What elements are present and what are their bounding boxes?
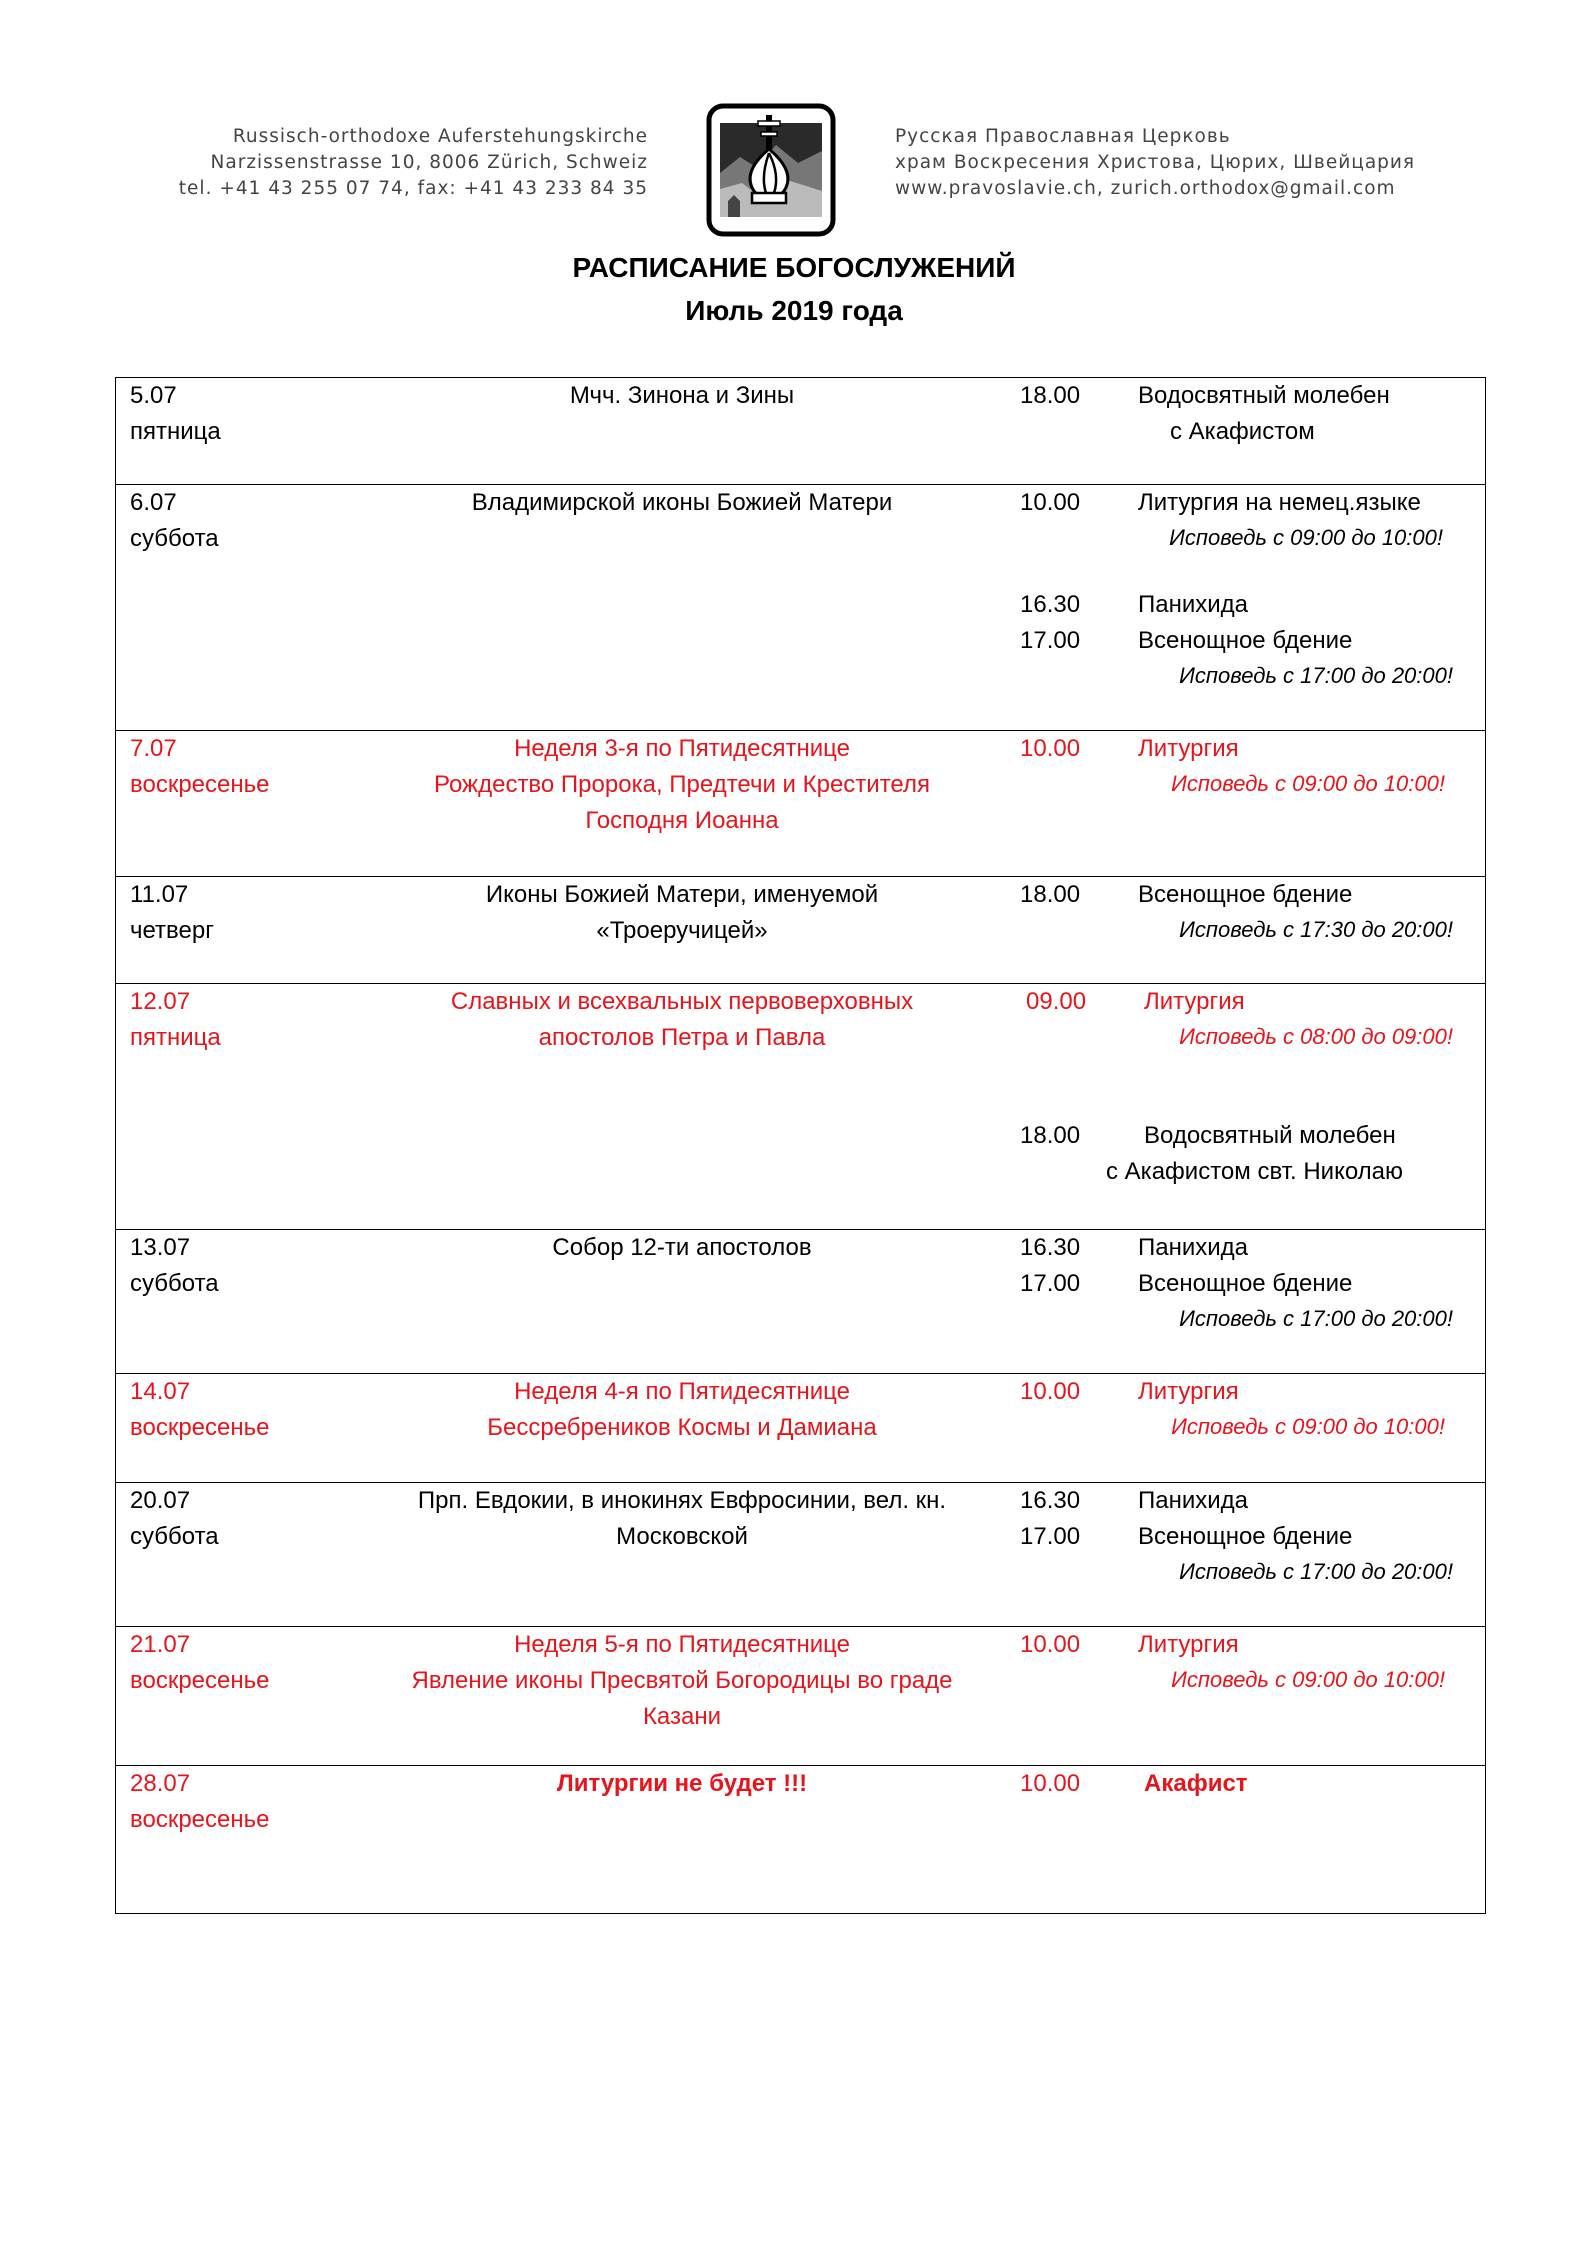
page-title: РАСПИСАНИЕ БОГОСЛУЖЕНИЙ — [572, 252, 1016, 283]
services-cell — [1012, 731, 1486, 877]
date-cell — [116, 1374, 353, 1483]
service-entry — [1020, 731, 1485, 767]
feast-cell — [352, 1374, 1012, 1483]
confession-note: Исповедь с 17:00 до 20:00! — [1179, 663, 1453, 688]
service-entry — [1020, 1118, 1485, 1154]
date-cell — [116, 877, 353, 984]
confession-note: Исповедь с 08:00 до 09:00! — [1179, 1024, 1453, 1049]
confession-note: Исповедь с 17:00 до 20:00! — [1179, 1559, 1453, 1584]
service-name: Водосвятный молебен — [1144, 1122, 1396, 1149]
confession-note: Исповедь с 09:00 до 10:00! — [1171, 771, 1445, 796]
schedule-table — [115, 377, 1486, 1914]
feast-line: Литургии не будет !!! — [556, 1770, 808, 1797]
weekday: суббота — [130, 1270, 219, 1297]
weekday: воскресенье — [130, 1667, 270, 1694]
date-cell — [116, 1230, 353, 1374]
feast-cell — [352, 984, 1012, 1230]
service-entry — [1020, 485, 1485, 521]
feast-line: апостолов Петра и Павла — [538, 1024, 826, 1051]
date-cell — [116, 731, 353, 877]
service-entry — [1020, 1519, 1485, 1555]
weekday: суббота — [130, 525, 219, 552]
feast-cell — [352, 485, 1012, 731]
service-time: 18.00 — [1020, 1122, 1081, 1149]
date-cell — [116, 984, 353, 1230]
service-entry-cont — [1020, 414, 1485, 450]
services-cell — [1012, 1766, 1486, 1914]
services-cell — [1012, 1230, 1486, 1374]
table-row — [116, 1627, 1486, 1766]
weekday: воскресенье — [130, 1414, 270, 1441]
feast-line: Бессребреников Космы и Дамиана — [487, 1414, 877, 1441]
services-cell — [1012, 1483, 1486, 1627]
confession-note: Исповедь с 09:00 до 10:00! — [1171, 1414, 1445, 1439]
weekday: суббота — [130, 1523, 219, 1550]
service-name: Литургия на немец.языке — [1138, 489, 1421, 516]
service-entry — [1020, 1627, 1485, 1663]
confession-note: Исповедь с 09:00 до 10:00! — [1171, 1667, 1445, 1692]
church-dome-cross-icon — [706, 103, 836, 237]
service-entry — [1020, 587, 1485, 623]
header-right-address — [895, 124, 1455, 202]
service-time: 16.30 — [1020, 1487, 1081, 1514]
feast-line: Неделя 5-я по Пятидесятнице — [514, 1631, 850, 1658]
table-row — [116, 877, 1486, 984]
table-row — [116, 378, 1486, 485]
service-time: 18.00 — [1020, 382, 1081, 409]
feast-line: Собор 12-ти апостолов — [552, 1234, 812, 1261]
date: 11.07 — [130, 881, 189, 908]
feast-cell — [352, 1766, 1012, 1914]
service-name: Литургия — [1144, 988, 1245, 1015]
service-time: 16.30 — [1020, 591, 1081, 618]
date: 21.07 — [130, 1631, 191, 1658]
date: 20.07 — [130, 1487, 191, 1514]
header-right-line: храм Воскресения Христова, Цюрих, Швейцария — [895, 152, 1416, 173]
confession-note: Исповедь с 09:00 до 10:00! — [1169, 525, 1443, 550]
date: 5.07 — [130, 382, 177, 409]
weekday: пятница — [130, 418, 221, 445]
service-name: Всенощное бдение — [1138, 1270, 1353, 1297]
feast-line: Неделя 3-я по Пятидесятнице — [514, 735, 850, 762]
service-name: Всенощное бдение — [1138, 1523, 1353, 1550]
services-cell — [1012, 877, 1486, 984]
weekday: четверг — [130, 917, 214, 944]
service-name: Панихида — [1138, 591, 1249, 618]
service-name: Литургия — [1138, 735, 1239, 762]
service-time: 09.00 — [1026, 988, 1087, 1015]
date: 13.07 — [130, 1234, 191, 1261]
service-name: Акафист — [1144, 1770, 1248, 1797]
header-right-line: Русская Православная Церковь — [895, 126, 1231, 147]
header-left-line: Russisch-orthodoxe Auferstehungskirche — [232, 126, 648, 147]
services-cell — [1012, 984, 1486, 1230]
service-time: 10.00 — [1020, 735, 1081, 762]
feast-cell — [352, 1627, 1012, 1766]
service-name-cont: с Акафистом свт. Николаю — [1106, 1158, 1404, 1185]
feast-cell — [352, 1230, 1012, 1374]
feast-line: Рождество Пророка, Предтечи и Крестителя — [434, 771, 930, 798]
table-row — [116, 731, 1486, 877]
service-entry — [1020, 984, 1485, 1020]
feast-line: «Троеручицей» — [596, 917, 768, 944]
feast-line: Мчч. Зинона и Зины — [569, 382, 795, 409]
weekday: воскресенье — [130, 1806, 270, 1833]
services-cell — [1012, 1374, 1486, 1483]
service-entry — [1020, 1483, 1485, 1519]
feast-cell — [352, 731, 1012, 877]
service-time: 18.00 — [1020, 881, 1081, 908]
service-time: 10.00 — [1020, 1378, 1081, 1405]
feast-cell — [352, 1483, 1012, 1627]
confession-note: Исповедь с 17:00 до 20:00! — [1179, 1306, 1453, 1331]
feast-line: Владимирской иконы Божией Матери — [471, 489, 893, 516]
services-cell — [1012, 378, 1486, 485]
service-entry — [1020, 1766, 1485, 1802]
feast-line: Прп. Евдокии, в инокинях Евфросинии, вел. кн. — [417, 1487, 947, 1514]
date-cell — [116, 1627, 353, 1766]
header-left-line: Narzissenstrasse 10, 8006 Zürich, Schweiz — [210, 152, 648, 173]
service-entry — [1020, 1230, 1485, 1266]
service-time: 10.00 — [1020, 1631, 1081, 1658]
date: 14.07 — [130, 1378, 191, 1405]
feast-line: Московской — [616, 1523, 748, 1550]
date: 12.07 — [130, 988, 191, 1015]
service-name: Панихида — [1138, 1234, 1249, 1261]
services-cell — [1012, 485, 1486, 731]
service-time: 17.00 — [1020, 1523, 1081, 1550]
weekday: воскресенье — [130, 771, 270, 798]
service-name: Литургия — [1138, 1378, 1239, 1405]
date: 28.07 — [130, 1770, 191, 1797]
header-left-line: tel. +41 43 255 07 74, fax: +41 43 233 84 35 — [178, 178, 648, 199]
service-entry — [1020, 1374, 1485, 1410]
date: 7.07 — [130, 735, 177, 762]
feast-line: Господня Иоанна — [585, 807, 779, 834]
service-name-cont: с Акафистом — [1170, 418, 1315, 445]
table-row — [116, 984, 1486, 1230]
service-name: Панихида — [1138, 1487, 1249, 1514]
service-name: Всенощное бдение — [1138, 627, 1353, 654]
service-name: Всенощное бдение — [1138, 881, 1353, 908]
service-name: Литургия — [1138, 1631, 1239, 1658]
confession-note: Исповедь с 17:30 до 20:00! — [1179, 917, 1453, 942]
table-row — [116, 1374, 1486, 1483]
page-subtitle: Июль 2019 года — [685, 295, 903, 326]
service-time: 10.00 — [1020, 489, 1081, 516]
feast-line: Иконы Божией Матери, именуемой — [485, 881, 879, 908]
feast-cell — [352, 877, 1012, 984]
feast-line: Неделя 4-я по Пятидесятнице — [514, 1378, 850, 1405]
service-entry — [1020, 1266, 1485, 1302]
service-time: 17.00 — [1020, 1270, 1081, 1297]
feast-line: Славных и всехвальных первоверховных — [450, 988, 914, 1015]
service-entry — [1020, 877, 1485, 913]
date-cell — [116, 378, 353, 485]
table-row — [116, 485, 1486, 731]
date: 6.07 — [130, 489, 177, 516]
feast-line: Казани — [642, 1703, 722, 1730]
header-right-line: www.pravoslavie.ch, zurich.orthodox@gmail.com — [895, 178, 1396, 199]
date-cell — [116, 1483, 353, 1627]
service-name: Водосвятный молебен — [1138, 382, 1390, 409]
feast-line: Явление иконы Пресвятой Богородицы во граде — [411, 1667, 953, 1694]
service-entry-cont — [1020, 1154, 1485, 1190]
date-cell — [116, 1766, 353, 1914]
table-row — [116, 1230, 1486, 1374]
services-cell — [1012, 1627, 1486, 1766]
service-entry — [1020, 623, 1485, 659]
service-time: 10.00 — [1020, 1770, 1081, 1797]
table-row — [116, 1483, 1486, 1627]
service-time: 17.00 — [1020, 627, 1081, 654]
header-left-address — [100, 124, 648, 202]
table-row — [116, 1766, 1486, 1914]
service-entry — [1020, 378, 1485, 414]
feast-cell — [352, 378, 1012, 485]
date-cell — [116, 485, 353, 731]
service-time: 16.30 — [1020, 1234, 1081, 1261]
weekday: пятница — [130, 1024, 221, 1051]
